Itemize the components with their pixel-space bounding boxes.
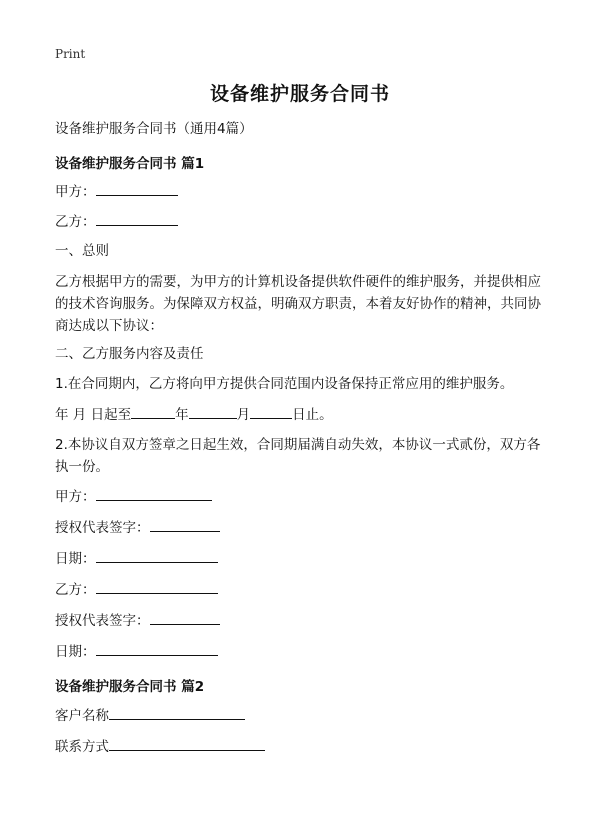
date-blank-3	[250, 404, 292, 419]
sign-party-b-label: 乙方：	[55, 582, 96, 598]
sign-party-a-label: 甲方：	[55, 489, 96, 505]
section-2-heading: 设备维护服务合同书 篇2	[55, 679, 205, 695]
general-paragraph: 乙方根据甲方的需要，为甲方的计算机设备提供软件硬件的维护服务，并提供相应的技术咨询服务。为保障双方权益，明确双方职责，本着友好协作的精神，共同协商达成以下协议：	[55, 274, 541, 334]
document-title: 设备维护服务合同书	[209, 83, 390, 105]
sign-date-b-blank	[96, 641, 218, 656]
sign-date-b-line	[55, 641, 218, 663]
clause-2: 2.本协议自双方签章之日起生效，合同期届满自动失效，本协议一式贰份，双方各执一份。	[55, 437, 541, 475]
party-b-line	[55, 211, 178, 233]
sign-rep-b-label: 授权代表签字：	[55, 613, 150, 629]
sign-date-a-line	[55, 548, 218, 570]
sign-party-b-line	[55, 579, 218, 601]
customer-name-blank	[109, 705, 245, 720]
sign-party-a-line	[55, 486, 212, 508]
party-a-blank	[96, 181, 178, 196]
sign-rep-b-blank	[150, 610, 220, 625]
date-line-month: 月	[236, 407, 251, 423]
sign-party-a-blank	[96, 486, 212, 501]
general-heading: 一、总则	[55, 243, 109, 259]
sign-date-a-blank	[96, 548, 218, 563]
sign-party-b-blank	[96, 579, 218, 594]
date-blank-2	[189, 404, 237, 419]
contact-blank	[109, 736, 265, 751]
party-b-label: 乙方：	[55, 214, 96, 230]
date-line-year: 年	[175, 407, 189, 423]
contact-label: 联系方式	[55, 739, 109, 755]
party-a-line	[55, 181, 178, 203]
clause-1: 1.在合同期内，乙方将向甲方提供合同范围内设备保持正常应用的维护服务。	[55, 376, 514, 392]
sign-rep-a-label: 授权代表签字：	[55, 520, 150, 536]
date-line-start: 年 月 日起至	[55, 407, 132, 423]
service-heading: 二、乙方服务内容及责任	[55, 346, 204, 362]
date-range-line	[55, 404, 333, 426]
customer-name-label: 客户名称	[55, 708, 109, 724]
section-1-heading: 设备维护服务合同书 篇1	[55, 156, 205, 172]
party-b-blank	[96, 211, 178, 226]
customer-name-line	[55, 705, 245, 727]
contact-line	[55, 736, 265, 758]
sign-rep-a-line	[55, 517, 220, 539]
document-subtitle: 设备维护服务合同书（通用4篇）	[55, 121, 253, 137]
party-a-label: 甲方：	[55, 184, 96, 200]
sign-date-b-label: 日期：	[55, 644, 96, 660]
sign-date-a-label: 日期：	[55, 551, 96, 567]
date-line-end: 日止。	[292, 407, 333, 423]
sign-rep-a-blank	[150, 517, 220, 532]
print-link[interactable]: Print	[55, 47, 86, 61]
sign-rep-b-line	[55, 610, 220, 632]
date-blank-1	[131, 404, 175, 419]
